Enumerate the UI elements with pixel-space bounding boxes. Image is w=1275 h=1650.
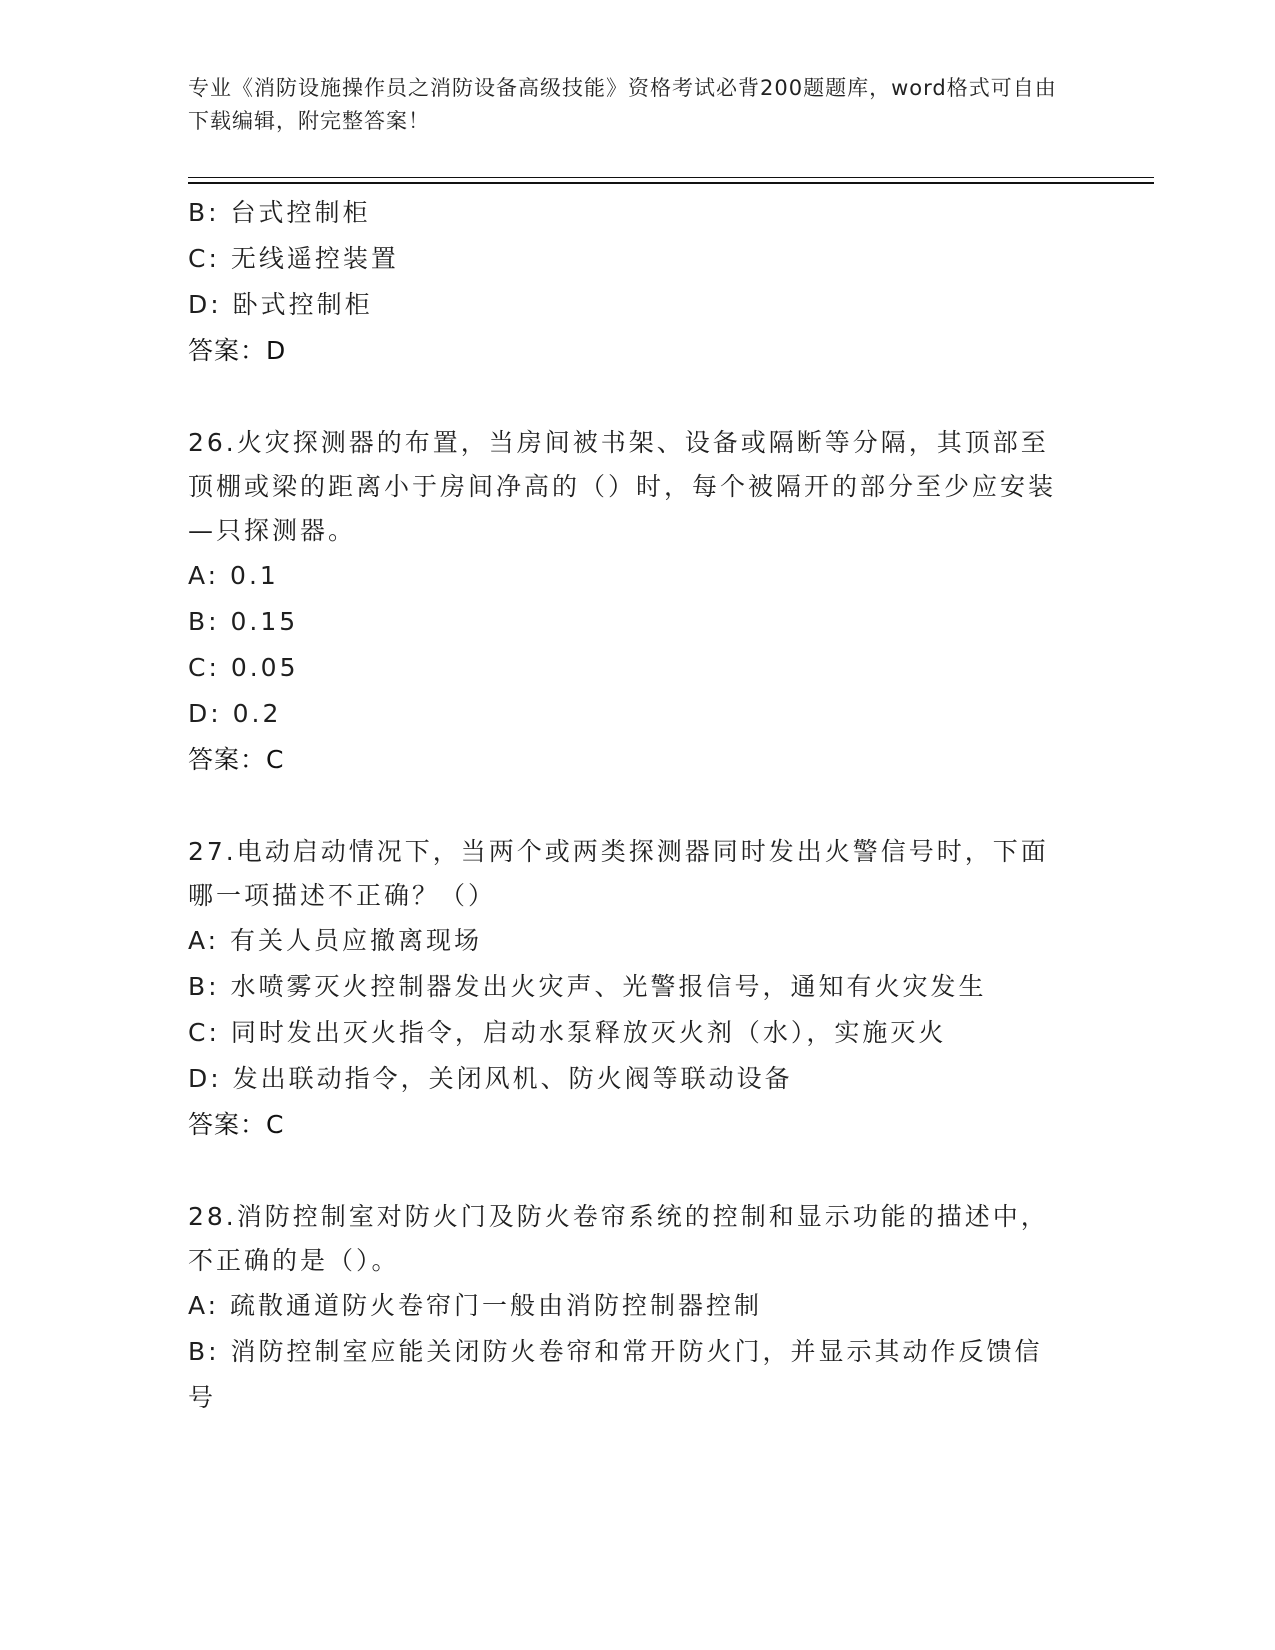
option-a: A: 疏散通道防火卷帘门一般由消防控制器控制 bbox=[188, 1291, 763, 1320]
question-26 bbox=[188, 421, 1078, 783]
option-a: A: 有关人员应撤离现场 bbox=[188, 926, 483, 955]
option-c: C: 同时发出灭火指令，启动水泵释放灭火剂（水），实施灭火 bbox=[188, 1018, 947, 1047]
page-header: 专业《消防设施操作员之消防设备高级技能》资格考试必背200题题库，word格式可自由下载编辑，附完整答案！ bbox=[188, 76, 1057, 133]
option-c: C: 无线遥控装置 bbox=[188, 244, 399, 273]
option-d: D: 0.2 bbox=[188, 699, 282, 728]
option-b: B: 0.15 bbox=[188, 607, 299, 636]
answer: 答案：D bbox=[188, 336, 287, 365]
question-27 bbox=[188, 830, 1078, 1148]
option-d: D: 卧式控制柜 bbox=[188, 290, 373, 319]
option-d: D: 发出联动指令，关闭风机、防火阀等联动设备 bbox=[188, 1064, 793, 1093]
question-content bbox=[188, 190, 1078, 1421]
question-stem: 28.消防控制室对防火门及防火卷帘系统的控制和显示功能的描述中，不正确的是（）。 bbox=[188, 1202, 1049, 1275]
option-b: B: 水喷雾灭火控制器发出火灾声、光警报信号，通知有火灾发生 bbox=[188, 972, 987, 1001]
spacer bbox=[188, 1148, 1078, 1195]
continued-question bbox=[188, 190, 1078, 374]
answer: 答案：C bbox=[188, 1110, 285, 1139]
option-a: A: 0.1 bbox=[188, 561, 279, 590]
option-b: B: 消防控制室应能关闭防火卷帘和常开防火门，并显示其动作反馈信号 bbox=[188, 1337, 1043, 1412]
header-rule-thick bbox=[188, 182, 1154, 184]
question-28 bbox=[188, 1195, 1078, 1421]
answer: 答案：C bbox=[188, 745, 285, 774]
option-c: C: 0.05 bbox=[188, 653, 299, 682]
question-stem: 26.火灾探测器的布置，当房间被书架、设备或隔断等分隔，其顶部至顶棚或梁的距离小于房间净高的（）时，每个被隔开的部分至少应安装—只探测器。 bbox=[188, 428, 1057, 545]
spacer bbox=[188, 374, 1078, 421]
option-b: B: 台式控制柜 bbox=[188, 198, 371, 227]
question-stem: 27.电动启动情况下，当两个或两类探测器同时发出火警信号时，下面哪一项描述不正确？（） bbox=[188, 837, 1049, 910]
header-rule-thin bbox=[188, 177, 1154, 178]
spacer bbox=[188, 783, 1078, 830]
